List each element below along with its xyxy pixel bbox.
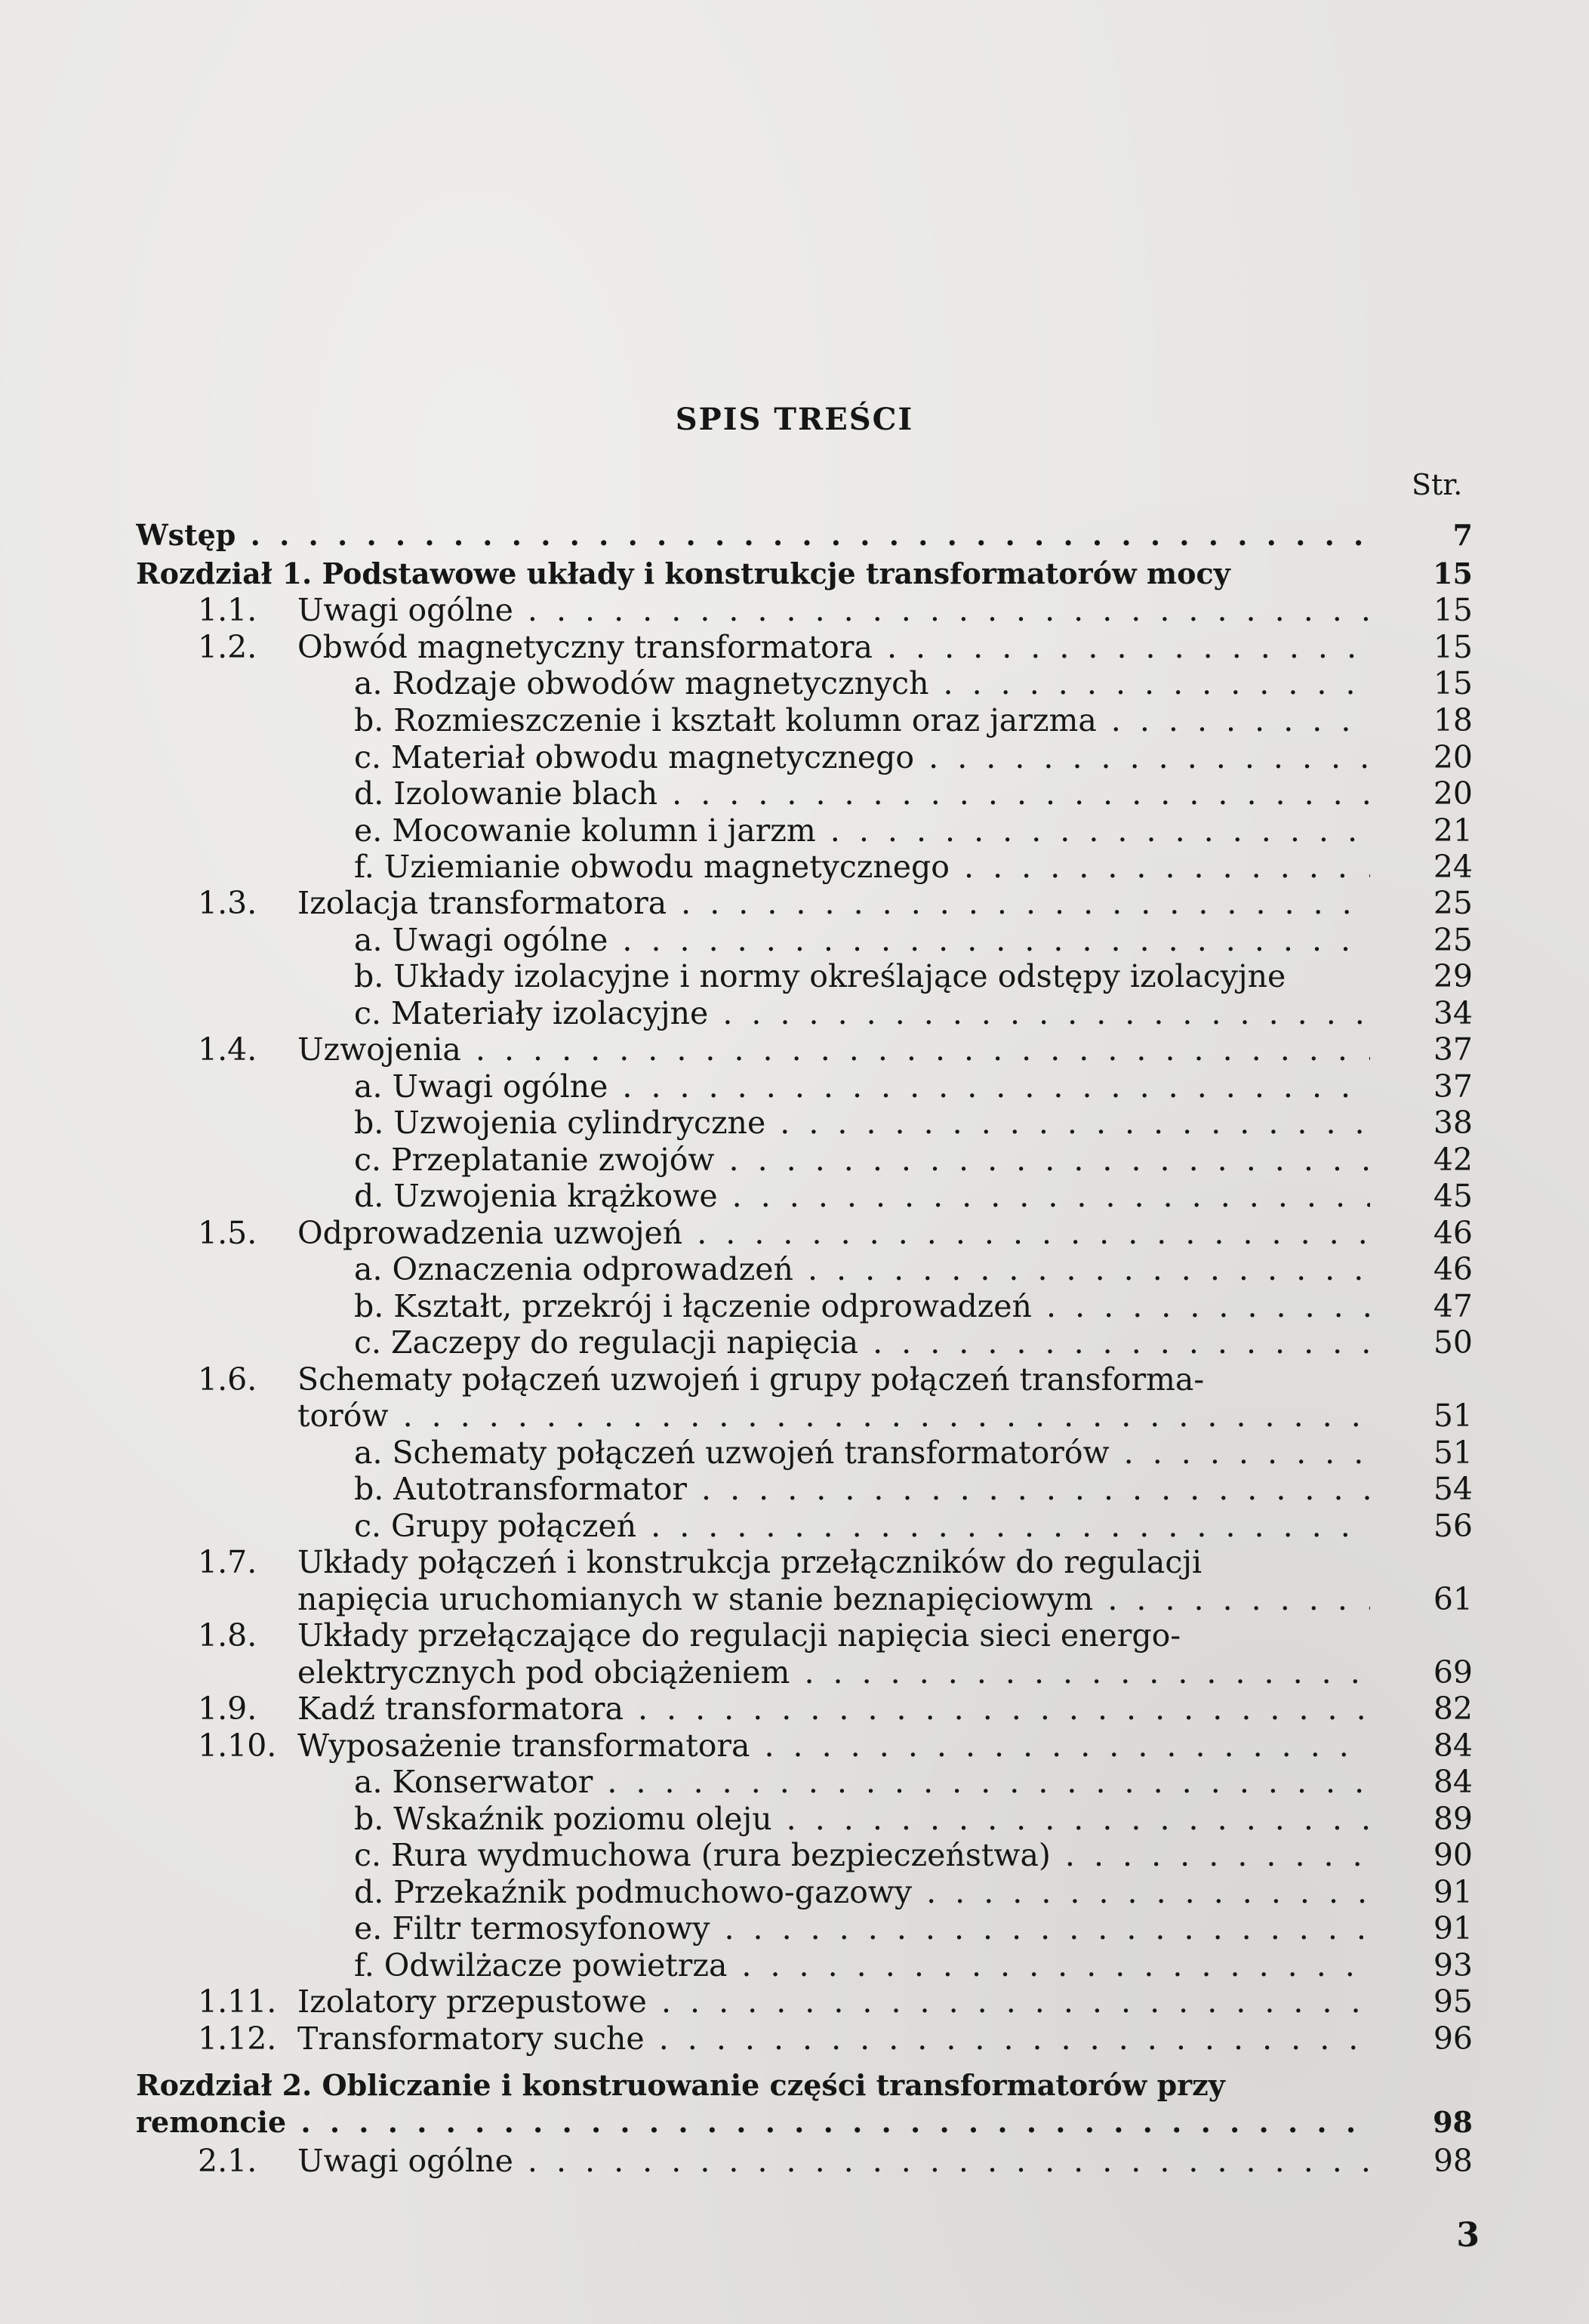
toc-entry xyxy=(0,1837,1589,1873)
toc-entry-title: b. Autotransformator . . . xyxy=(354,1471,1370,1507)
toc-entry-title: Układy połączeń i konstrukcja przełączników do regulacji xyxy=(297,1544,1203,1580)
toc-entry-page: 50 xyxy=(1433,1324,1473,1361)
toc-entry-title: a. Rodzaje obwodów magnetycznych . . . xyxy=(354,665,1370,701)
toc-entry-title: Rozdział 1. Podstawowe układy i konstrukcje transformatorów mocy xyxy=(136,556,1230,590)
toc-entry-title: remoncie . . . xyxy=(136,2104,1370,2141)
toc-entry-title: Izolacja transformatora . . . xyxy=(297,885,1370,921)
toc-entry xyxy=(0,812,1589,849)
toc-entry-number: 1.7. xyxy=(198,1544,257,1580)
toc-entry xyxy=(0,1435,1589,1471)
toc-entry xyxy=(0,2143,1589,2179)
toc-entry-page: 95 xyxy=(1433,1983,1473,2020)
toc-entry-title: c. Grupy połączeń . . . xyxy=(354,1508,1370,1544)
toc-entry-title: b. Wskaźnik poziomu oleju . . . xyxy=(354,1801,1370,1837)
toc-entry-title: f. Uziemianie obwodu magnetycznego . . . xyxy=(354,849,1370,885)
toc-entry xyxy=(0,849,1589,885)
toc-entry-title: torów . . . xyxy=(297,1398,1370,1434)
toc-entry xyxy=(0,1105,1589,1141)
toc-entry-page: 38 xyxy=(1433,1105,1473,1141)
toc-entry-page: 15 xyxy=(1433,556,1473,590)
toc-entry xyxy=(0,1728,1589,1764)
toc-entry-number: 1.10. xyxy=(198,1728,277,1764)
toc-entry-page: 20 xyxy=(1433,775,1473,812)
toc-entry xyxy=(0,1251,1589,1287)
toc-entry-page: 61 xyxy=(1433,1581,1473,1617)
toc-entry xyxy=(0,1142,1589,1178)
toc-entry-number: 1.12. xyxy=(198,2020,277,2057)
toc-entry-title: b. Kształt, przekrój i łączenie odprowadzeń . . . xyxy=(354,1288,1370,1324)
toc-entry-page: 84 xyxy=(1433,1728,1473,1764)
toc-entry-page: 84 xyxy=(1433,1764,1473,1800)
toc-entry xyxy=(0,1874,1589,1910)
toc-entry-title: Uwagi ogólne . . . xyxy=(297,592,1370,628)
toc-entry-page: 20 xyxy=(1433,739,1473,775)
toc-entry xyxy=(0,922,1589,958)
toc-entry xyxy=(0,775,1589,812)
toc-entry xyxy=(0,1215,1589,1251)
toc-entry-title: e. Filtr termosyfonowy . . . xyxy=(354,1910,1370,1946)
toc-entry-page: 51 xyxy=(1433,1435,1473,1471)
toc-entry-page: 42 xyxy=(1433,1142,1473,1178)
toc-entry-title: c. Materiał obwodu magnetycznego . . . xyxy=(354,739,1370,775)
toc-entry-page: 15 xyxy=(1433,629,1473,665)
toc-entry-page: 7 xyxy=(1452,518,1473,552)
toc-entry xyxy=(0,1068,1589,1105)
toc-entry xyxy=(0,1654,1589,1691)
toc-entry xyxy=(0,1361,1589,1398)
toc-entry-title: f. Odwilżacze powietrza . . . xyxy=(354,1947,1370,1983)
toc-entry-title: Kadź transformatora . . . xyxy=(297,1691,1370,1727)
toc-entry xyxy=(0,1031,1589,1068)
toc-entry-page: 54 xyxy=(1433,1471,1473,1507)
toc-entry-page: 29 xyxy=(1433,958,1473,994)
toc-entry-page: 24 xyxy=(1433,849,1473,885)
toc-entry xyxy=(0,517,1589,553)
toc-entry xyxy=(0,2104,1589,2141)
toc-entry-title: d. Uzwojenia krążkowe . . . xyxy=(354,1178,1370,1214)
toc-entry-title: e. Mocowanie kolumn i jarzm . . . xyxy=(354,812,1370,849)
toc-entry xyxy=(0,1947,1589,1983)
toc-entry xyxy=(0,1910,1589,1946)
toc-entry xyxy=(0,1617,1589,1654)
toc-entry-page: 51 xyxy=(1433,1398,1473,1434)
toc-entry-page: 21 xyxy=(1433,812,1473,849)
toc-entry xyxy=(0,1398,1589,1434)
toc-entry-page: 15 xyxy=(1433,592,1473,628)
toc-entry-page: 47 xyxy=(1433,1288,1473,1324)
page-title: SPIS TREŚCI xyxy=(675,402,914,437)
toc-entry-title: d. Izolowanie blach . . . xyxy=(354,775,1370,812)
toc-entry-title: Odprowadzenia uzwojeń . . . xyxy=(297,1215,1370,1251)
toc-entry-page: 25 xyxy=(1433,922,1473,958)
toc-entry-number: 1.4. xyxy=(198,1031,257,1068)
toc-entry-page: 18 xyxy=(1433,702,1473,738)
toc-entry-title: a. Schematy połączeń uzwojeń transformatorów . . . xyxy=(354,1435,1370,1471)
toc-entry-title: a. Uwagi ogólne . . . xyxy=(354,1068,1370,1105)
toc-entry xyxy=(0,1764,1589,1800)
toc-entry-title: d. Przekaźnik podmuchowo-gazowy . . . xyxy=(354,1874,1370,1910)
toc-entry-number: 1.3. xyxy=(198,885,257,921)
toc-entry xyxy=(0,556,1589,592)
toc-entry-page: 82 xyxy=(1433,1691,1473,1727)
page-number: 3 xyxy=(1456,2216,1480,2255)
toc-entry-number: 2.1. xyxy=(198,2143,257,2179)
toc-entry-title: Obwód magnetyczny transformatora . . . xyxy=(297,629,1370,665)
toc-entry-title: c. Materiały izolacyjne . . . xyxy=(354,995,1370,1031)
toc-entry xyxy=(0,739,1589,775)
toc-entry-number: 1.9. xyxy=(198,1691,257,1727)
toc-entry-page: 98 xyxy=(1433,2105,1473,2139)
toc-entry xyxy=(0,1544,1589,1580)
toc-entry-title: a. Uwagi ogólne . . . xyxy=(354,922,1370,958)
toc-entry-title: Wyposażenie transformatora . . . xyxy=(297,1728,1370,1764)
toc-entry xyxy=(0,1801,1589,1837)
toc-entry-number: 1.8. xyxy=(198,1617,257,1654)
toc-entry-page: 45 xyxy=(1433,1178,1473,1214)
toc-entry xyxy=(0,1581,1589,1617)
toc-entry-page: 37 xyxy=(1433,1031,1473,1068)
toc-entry-page: 37 xyxy=(1433,1068,1473,1105)
toc-entry-title: c. Rura wydmuchowa (rura bezpieczeństwa) . . . xyxy=(354,1837,1370,1873)
toc-entry xyxy=(0,629,1589,665)
toc-entry-page: 93 xyxy=(1433,1947,1473,1983)
toc-entry-page: 91 xyxy=(1433,1910,1473,1946)
toc-entry-title: a. Oznaczenia odprowadzeń . . . xyxy=(354,1251,1370,1287)
toc-entry-title: c. Przeplatanie zwojów . . . xyxy=(354,1142,1370,1178)
toc-entry xyxy=(0,958,1589,994)
toc-entry-page: 15 xyxy=(1433,665,1473,701)
toc-entry-title: Rozdział 2. Obliczanie i konstruowanie części transformatorów przy xyxy=(136,2068,1225,2102)
toc-entry-page: 96 xyxy=(1433,2020,1473,2057)
toc-entry xyxy=(0,1471,1589,1507)
toc-entry-page: 98 xyxy=(1433,2143,1473,2179)
toc-entry-title: Uzwojenia . . . xyxy=(297,1031,1370,1068)
toc-entry-title: b. Uzwojenia cylindryczne . . . xyxy=(354,1105,1370,1141)
toc-entry-title: a. Konserwator . . . xyxy=(354,1764,1370,1800)
toc-entry xyxy=(0,702,1589,738)
toc-entry xyxy=(0,1324,1589,1361)
toc-entry xyxy=(0,1508,1589,1544)
toc-entry-title: Wstęp . . . xyxy=(136,517,1363,553)
toc-entry xyxy=(0,885,1589,921)
toc-entry-number: 1.1. xyxy=(198,592,257,628)
toc-entry-number: 1.11. xyxy=(198,1983,277,2020)
toc-entry-title: b. Rozmieszczenie i kształt kolumn oraz jarzma . . . xyxy=(354,702,1370,738)
toc-entry-page: 89 xyxy=(1433,1801,1473,1837)
toc-entry-title: napięcia uruchomianych w stanie beznapięciowym . . . xyxy=(297,1581,1370,1617)
toc-entry-title: Układy przełączające do regulacji napięcia sieci energo- xyxy=(297,1617,1181,1654)
toc-entry xyxy=(0,1288,1589,1324)
toc-entry-page: 91 xyxy=(1433,1874,1473,1910)
toc-entry xyxy=(0,1178,1589,1214)
toc-entry-number: 1.6. xyxy=(198,1361,257,1398)
toc-entry xyxy=(0,1983,1589,2020)
toc-entry xyxy=(0,665,1589,701)
toc-entry-page: 46 xyxy=(1433,1215,1473,1251)
toc-entry-title: c. Zaczepy do regulacji napięcia . . . xyxy=(354,1324,1370,1361)
toc-entry xyxy=(0,2020,1589,2057)
toc-entry-number: 1.5. xyxy=(198,1215,257,1251)
toc-entry-title: Schematy połączeń uzwojeń i grupy połączeń transforma- xyxy=(297,1361,1205,1398)
toc-entry-title: elektrycznych pod obciążeniem . . . xyxy=(297,1654,1370,1691)
toc-entry-title: Uwagi ogólne . . . xyxy=(297,2143,1370,2179)
toc-entry-page: 46 xyxy=(1433,1251,1473,1287)
toc-entry-page: 34 xyxy=(1433,995,1473,1031)
toc-entry-page: 69 xyxy=(1433,1654,1473,1691)
toc-entry-number: 1.2. xyxy=(198,629,257,665)
toc-entry xyxy=(0,1691,1589,1727)
toc-entry xyxy=(0,995,1589,1031)
toc-entry xyxy=(0,2067,1589,2104)
toc-entry-page: 56 xyxy=(1433,1508,1473,1544)
toc-entry-page: 25 xyxy=(1433,885,1473,921)
toc-entry xyxy=(0,592,1589,628)
toc-entry-page: 90 xyxy=(1433,1837,1473,1873)
page-column-label: Str. xyxy=(1412,468,1463,501)
toc-entry-title: b. Układy izolacyjne i normy określające odstępy izolacyjne xyxy=(354,958,1286,994)
toc-entry-title: Izolatory przepustowe . . . xyxy=(297,1983,1370,2020)
toc-entry-title: Transformatory suche . . . xyxy=(297,2020,1370,2057)
